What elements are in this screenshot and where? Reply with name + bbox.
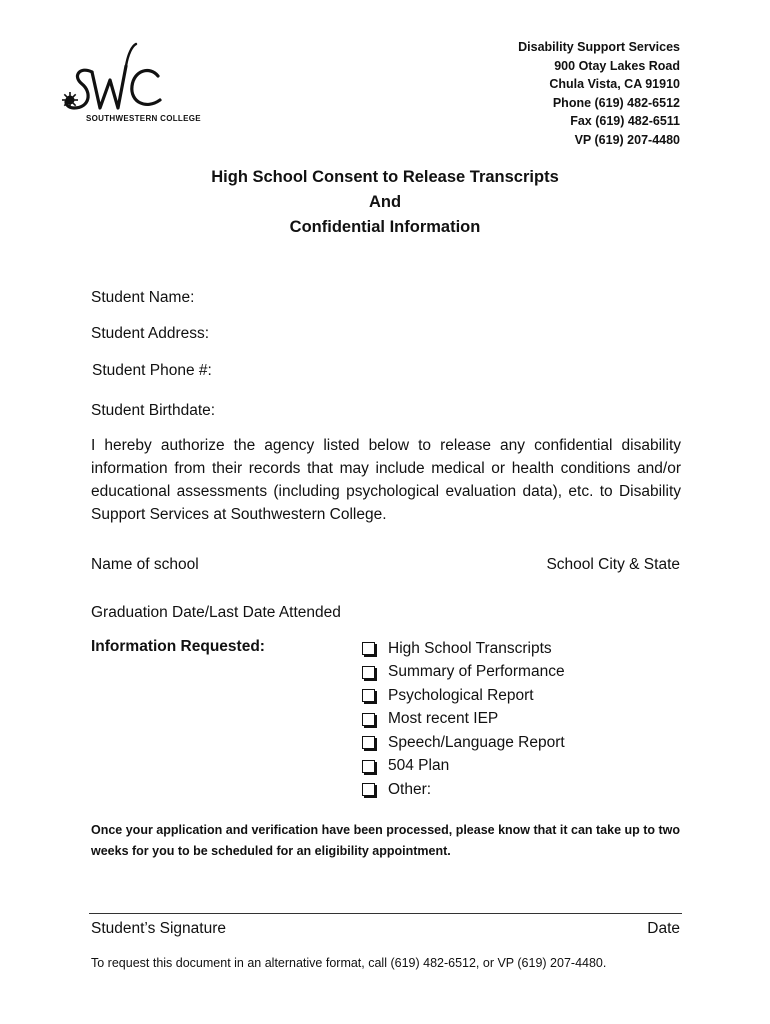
option-high-school-transcripts[interactable] xyxy=(362,637,565,661)
date-label: Date xyxy=(647,920,680,937)
option-label: Psychological Report xyxy=(388,686,534,704)
department-name: Disability Support Services xyxy=(518,40,680,54)
title-line-3: Confidential Information xyxy=(289,218,481,236)
street-address: 900 Otay Lakes Road xyxy=(554,58,680,73)
option-label: 504 Plan xyxy=(388,757,450,775)
checkbox-icon[interactable] xyxy=(362,689,375,702)
information-requested-checklist xyxy=(362,637,565,802)
document-title xyxy=(0,165,770,240)
option-psychological-report[interactable] xyxy=(362,684,565,708)
checkbox-icon[interactable] xyxy=(362,760,375,773)
signature-line[interactable] xyxy=(89,913,682,914)
city-state-zip: Chula Vista, CA 91910 xyxy=(549,77,680,92)
vp-number: VP (619) 207-4480 xyxy=(574,132,680,147)
checkbox-icon[interactable] xyxy=(362,642,375,655)
college-name: SOUTHWESTERN COLLEGE xyxy=(86,114,201,123)
checkbox-icon[interactable] xyxy=(362,713,375,726)
authorization-paragraph: I hereby authorize the agency listed below to release any confidential disability information from their records that may include medical or health conditions and/or educational assessments (including psychological evaluation data), etc. to Disability Support Services at Southwestern College. xyxy=(91,437,681,523)
option-label: Other: xyxy=(388,780,432,798)
title-line-2: And xyxy=(368,193,402,211)
option-label: Most recent IEP xyxy=(388,710,499,728)
fax-number: Fax (619) 482-6511 xyxy=(570,114,680,129)
alternative-format-footer: To request this document in an alternative format, call (619) 482-6512, or VP (619) 207-4480. xyxy=(91,956,607,970)
option-label: High School Transcripts xyxy=(388,639,552,657)
student-name-field[interactable]: Student Name: xyxy=(91,289,195,306)
option-other[interactable] xyxy=(362,778,565,802)
option-most-recent-iep[interactable] xyxy=(362,708,565,732)
phone-number: Phone (619) 482-6512 xyxy=(552,95,680,110)
information-requested-label: Information Requested: xyxy=(91,638,265,655)
school-city-state-field[interactable]: School City & State xyxy=(546,556,680,573)
option-summary-of-performance[interactable] xyxy=(362,661,565,685)
student-phone-field[interactable]: Student Phone #: xyxy=(92,362,212,379)
option-504-plan[interactable] xyxy=(362,755,565,779)
student-address-field[interactable]: Student Address: xyxy=(91,325,210,342)
option-speech-language-report[interactable] xyxy=(362,731,565,755)
graduation-date-field[interactable]: Graduation Date/Last Date Attended xyxy=(91,604,341,621)
option-label: Summary of Performance xyxy=(388,663,565,681)
checkbox-icon[interactable] xyxy=(362,666,375,679)
student-birthdate-field[interactable]: Student Birthdate: xyxy=(91,402,216,419)
contact-address-block xyxy=(518,38,680,150)
school-name-field[interactable]: Name of school xyxy=(91,556,199,573)
checkbox-icon[interactable] xyxy=(362,783,375,796)
processing-notice: Once your application and verification have been processed, please know that it can take up to two weeks for you to be scheduled for an eligibility appointment. xyxy=(91,823,681,858)
title-line-1: High School Consent to Release Transcripts xyxy=(211,168,559,186)
option-label: Speech/Language Report xyxy=(388,733,565,751)
checkbox-icon[interactable] xyxy=(362,736,375,749)
student-signature-label: Student’s Signature xyxy=(91,920,227,937)
